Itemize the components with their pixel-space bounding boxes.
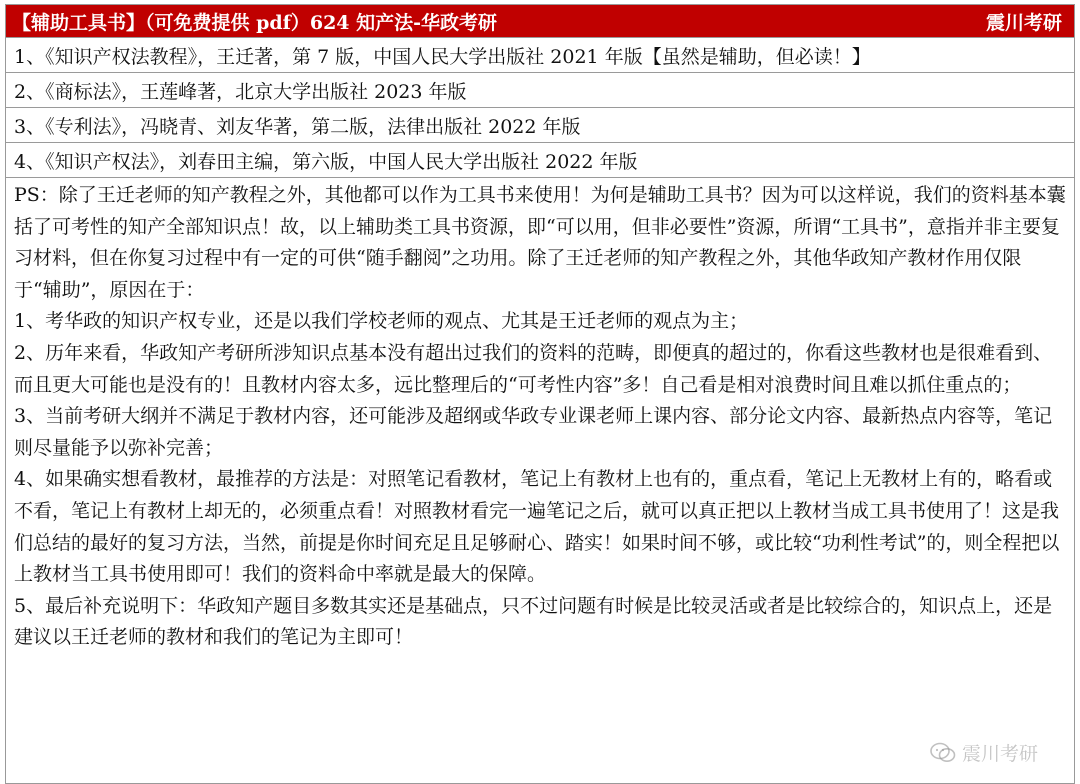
book-row-3: 3、《专利法》，冯晓青、刘友华著，第二版，法律出版社 2022 年版 (6, 107, 1074, 142)
header-bar (6, 5, 1074, 37)
ps-point-4: 4、如果确实想看教材，最推荐的方法是：对照笔记看教材，笔记上有教材上也有的，重点看，笔记上无教材上有的，略看或不看，笔记上有教材上却无的，必须重点看！对照教材看完一遍笔记之后，就可以真正把以上教材当成工具书使用了！这是我们总结的最好的复习方法，当然，前提是你时间充足且足够耐心、踏实！如果时间不够，或比较“功利性考试”的，则全程把以上教材当工具书使用即可！我们的资料命中率就是最大的保障。 (14, 468, 1060, 586)
book-row-1: 1、《知识产权法教程》，王迁著，第 7 版，中国人民大学出版社 2021 年版【虽然是辅助，但必读！】 (6, 37, 1074, 72)
ps-intro: PS：除了王迁老师的知产教程之外，其他都可以作为工具书来使用！为何是辅助工具书？因为可以这样说，我们的资料基本囊括了可考性的知产全部知识点！故，以上辅助类工具书资源，即“可以用，但非必要性”资源，所谓“工具书”，意指并非主要复习材料，但在你复习过程中有一定的可供“随手翻阅”之功用。除了王迁老师的知产教程之外，其他华政知产教材作用仅限于“辅助”，原因在于： (14, 184, 1066, 301)
book-row-4: 4、《知识产权法》，刘春田主编，第六版，中国人民大学出版社 2022 年版 (6, 142, 1074, 177)
header-title: 【辅助工具书】（可免费提供 pdf）624 知产法-华政考研 (12, 11, 498, 34)
ps-section (6, 177, 1074, 783)
document-table (5, 4, 1075, 784)
book-row-2: 2、《商标法》，王莲峰著，北京大学出版社 2023 年版 (6, 72, 1074, 107)
watermark-text: 震川考研 (961, 743, 1038, 765)
ps-point-3: 3、当前考研大纲并不满足于教材内容，还可能涉及超纲或华政专业课老师上课内容、部分论文内容、最新热点内容等，笔记则尽量能予以弥补完善； (14, 405, 1053, 459)
ps-point-5: 5、最后补充说明下：华政知产题目多数其实还是基础点，只不过问题有时候是比较灵活或者是比较综合的，知识点上，还是建议以王迁老师的教材和我们的笔记为主即可！ (14, 594, 1053, 649)
header-brand: 震川考研 (985, 11, 1062, 34)
ps-point-2: 2、历年来看，华政知产考研所涉知识点基本没有超出过我们的资料的范畴，即便真的超过的，你看这些教材也是很难看到、而且更大可能也是没有的！且教材内容太多，远比整理后的“可考性内容”多！自己看是相对浪费时间且难以抓住重点的； (14, 341, 1053, 396)
ps-point-1: 1、考华政的知识产权专业，还是以我们学校老师的观点、尤其是王迁老师的观点为主； (14, 310, 749, 333)
